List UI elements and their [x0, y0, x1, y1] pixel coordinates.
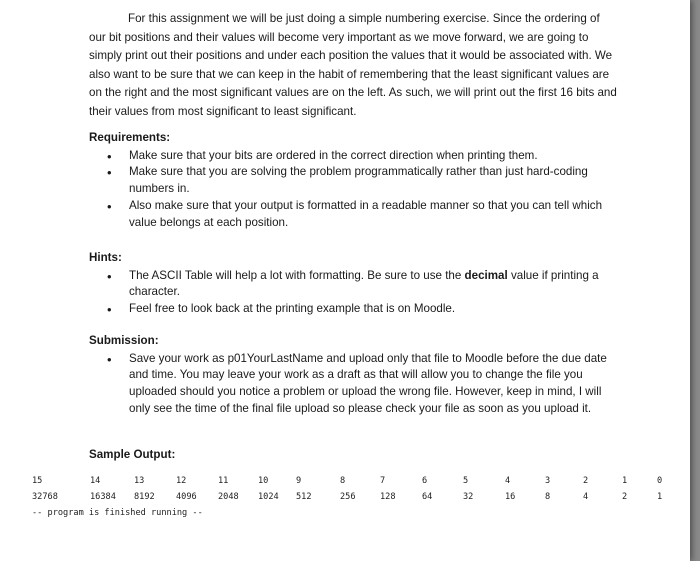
- hints-heading: Hints:: [89, 251, 122, 264]
- requirements-section: [89, 129, 619, 232]
- sample-output-heading: Sample Output:: [89, 448, 176, 461]
- bullet-icon: •: [107, 302, 112, 318]
- bit-value: 2048: [218, 492, 239, 502]
- requirements-heading: Requirements:: [89, 131, 171, 144]
- bit-value: 64: [422, 492, 433, 502]
- bit-position: 7: [380, 476, 386, 486]
- bit-value: 32: [463, 492, 474, 502]
- bit-position: 13: [134, 476, 145, 486]
- bit-value: 1: [657, 492, 663, 502]
- bullet-icon: •: [107, 351, 112, 367]
- bit-position: 2: [583, 476, 589, 486]
- bit-value: 32768: [32, 492, 58, 502]
- bit-value: 2: [622, 492, 628, 502]
- bit-value: 4: [583, 492, 589, 502]
- list-item: [89, 148, 619, 165]
- bit-position: 6: [422, 476, 428, 486]
- requirements-list: [89, 148, 619, 232]
- list-item-text: Make sure that you are solving the problem programmatically rather than just hard-coding numbers in.: [129, 165, 588, 196]
- bit-value: 128: [380, 492, 396, 502]
- bit-position: 0: [657, 476, 663, 486]
- bullet-icon: •: [107, 268, 112, 284]
- submission-heading: Submission:: [89, 334, 159, 347]
- bit-position: 5: [463, 476, 469, 486]
- bit-value: 512: [296, 492, 312, 502]
- bit-value: 16384: [90, 492, 116, 502]
- list-item-text: Feel free to look back at the printing example that is on Moodle.: [129, 302, 456, 316]
- bit-position: 14: [90, 476, 101, 486]
- bit-position: 1: [622, 476, 628, 486]
- list-item: [89, 164, 619, 198]
- bullet-icon: •: [107, 165, 112, 181]
- hints-section: [89, 249, 619, 318]
- list-item: [89, 198, 619, 232]
- bit-position: 10: [258, 476, 269, 486]
- intro-paragraph-block: [89, 10, 619, 122]
- bit-value: 8192: [134, 492, 155, 502]
- submission-list: [89, 351, 619, 418]
- hint-bold-word: decimal: [464, 268, 508, 282]
- bit-position: 12: [176, 476, 187, 486]
- bit-value: 8: [545, 492, 551, 502]
- bit-position: 4: [505, 476, 511, 486]
- hint-text-before: The ASCII Table will help a lot with formatting. Be sure to use the: [129, 268, 465, 282]
- bit-position: 11: [218, 476, 229, 486]
- program-finished-line: -- program is finished running --: [32, 508, 203, 518]
- list-item: [89, 301, 619, 318]
- bit-value: 4096: [176, 492, 197, 502]
- submission-section: [89, 332, 619, 418]
- bit-position: 9: [296, 476, 302, 486]
- list-item: [89, 268, 619, 302]
- bit-value: 1024: [258, 492, 279, 502]
- bullet-icon: •: [107, 198, 112, 214]
- intro-paragraph: For this assignment we will be just doing a simple numbering exercise. Since the ordering of our bit positions and their values will become very important as we move forward, we are going to simply print out their positions and under each position the values that it would be associated with. We also want to be sure that we can keep in the habit of remembering that the least significant values are on the right and the most significant values are on the left. As such, we will print out the first 16 bits and their values from most significant to least significant.: [89, 12, 617, 118]
- bit-position: 15: [32, 476, 43, 486]
- sample-output-section: [89, 446, 619, 465]
- hint-text-after: value if printing a character.: [129, 268, 599, 299]
- list-item-text: Save your work as p01YourLastName and upload only that file to Moodle before the due date and time. You may leave your work as a draft as that will allow you to change the file you uploaded should you notice a problem or upload the wrong file. However, keep in mind, I will only see the time of the final file upload so please check your file as soon as you upload it.: [129, 351, 607, 415]
- list-item-text: Also make sure that your output is formatted in a readable manner so that you can tell which value belongs at each position.: [129, 198, 603, 229]
- bit-value: 256: [340, 492, 356, 502]
- bit-position: 3: [545, 476, 551, 486]
- bit-value: 16: [505, 492, 516, 502]
- bit-position: 8: [340, 476, 346, 486]
- list-item: [89, 351, 619, 418]
- bullet-icon: •: [107, 148, 112, 164]
- list-item-text: Make sure that your bits are ordered in the correct direction when printing them.: [129, 148, 538, 162]
- hints-list: [89, 268, 619, 318]
